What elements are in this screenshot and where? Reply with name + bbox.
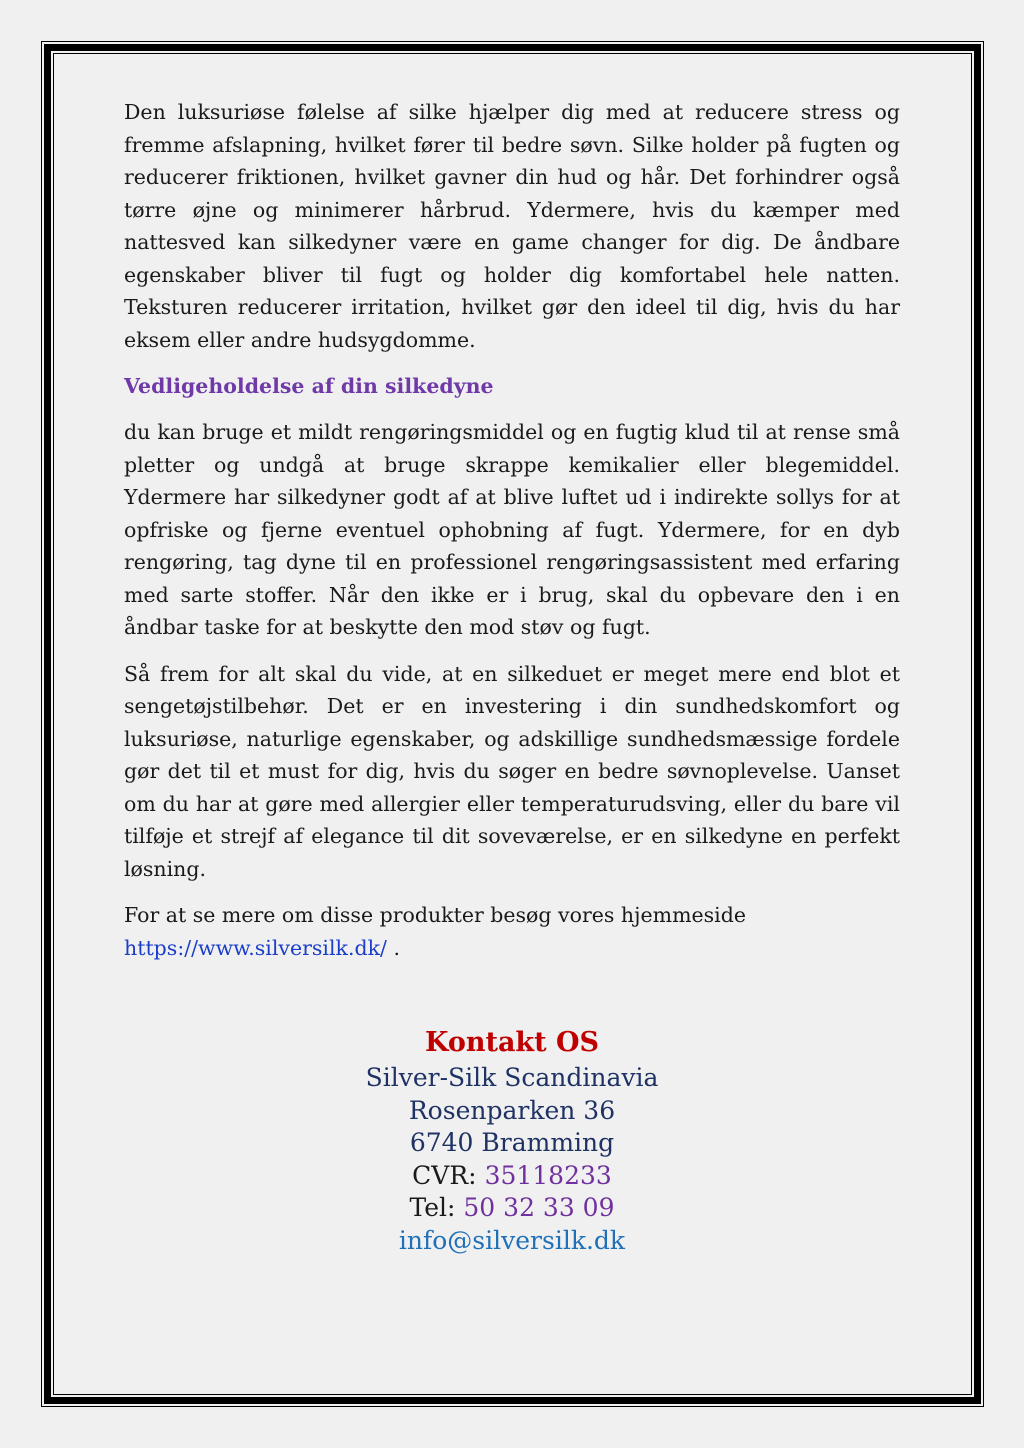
paragraph-conclusion: Så frem for alt skal du vide, at en silkeduet er meget mere end blot et sengetøjstilbehør. Det er en investering i din sundhedskomfort og luksuriøse, naturlige egenskaber, og adskillige sundhedsmæssige fordele gør det til et must for dig, hvis du søger en bedre søvnoplevelse. Uanset om du har at gøre med allergier eller temperaturudsving, eller du bare vil tilføje et strejf af elegance til dit soveværelse, er en silkedyne en perfekt løsning. [124, 661, 900, 881]
website-link-suffix: . [386, 935, 400, 960]
cvr-label: CVR: [412, 1160, 485, 1190]
cvr-value: 35118233 [484, 1160, 612, 1190]
contact-city: 6740 Bramming [409, 1128, 615, 1157]
paragraph-website [124, 899, 900, 964]
contact-cvr [124, 1160, 900, 1193]
website-link[interactable]: https://www.silversilk.dk/ [124, 935, 387, 960]
website-intro-text: For at se mere om disse produkter besøg vores hjemmeside [124, 903, 746, 927]
contact-title: Kontakt OS [424, 1027, 600, 1058]
paragraph-benefits: Den luksuriøse følelse af silke hjælper dig med at reducere stress og fremme afslapning, hvilket fører til bedre søvn. Silke holder på fugten og reducerer friktionen, hvilket gavner din hud og hår. Det forhindrer også tørre øjne og minimerer hårbrud. Ydermere, hvis du kæmper med nattesved kan silkedyner være en game changer for dig. De åndbare egenskaber bliver til fugt og holder dig komfortabel hele natten. Teksturen reducerer irritation, hvilket gør den ideel til dig, hvis du har eksem eller andre hudsygdomme. [124, 100, 900, 352]
contact-tel [124, 1192, 900, 1225]
contact-company: Silver-Silk Scandinavia [365, 1063, 659, 1092]
contact-email[interactable]: info@silversilk.dk [398, 1225, 626, 1255]
contact-block [124, 1024, 900, 1257]
section-heading-care: Vedligeholdelse af din silkedyne [124, 374, 494, 398]
article-body [124, 96, 900, 978]
contact-street: Rosenparken 36 [408, 1095, 616, 1125]
paragraph-care: du kan bruge et mildt rengøringsmiddel og en fugtig klud til at rense små pletter og undgå at bruge skrappe kemikalier eller blegemiddel. Ydermere har silkedyner godt af at blive luftet ud i indirekte sollys for at opfriske og fjerne eventuel ophobning af fugt. Ydermere, for en dyb rengøring, tag dyne til en professionel rengøringsassistent med erfaring med sarte stoffer. Når den ikke er i brug, skal du opbevare den i en åndbar taske for at beskytte den mod støv og fugt. [124, 420, 900, 639]
tel-label: Tel: [409, 1193, 464, 1222]
tel-value[interactable]: 50 32 33 09 [463, 1193, 615, 1222]
